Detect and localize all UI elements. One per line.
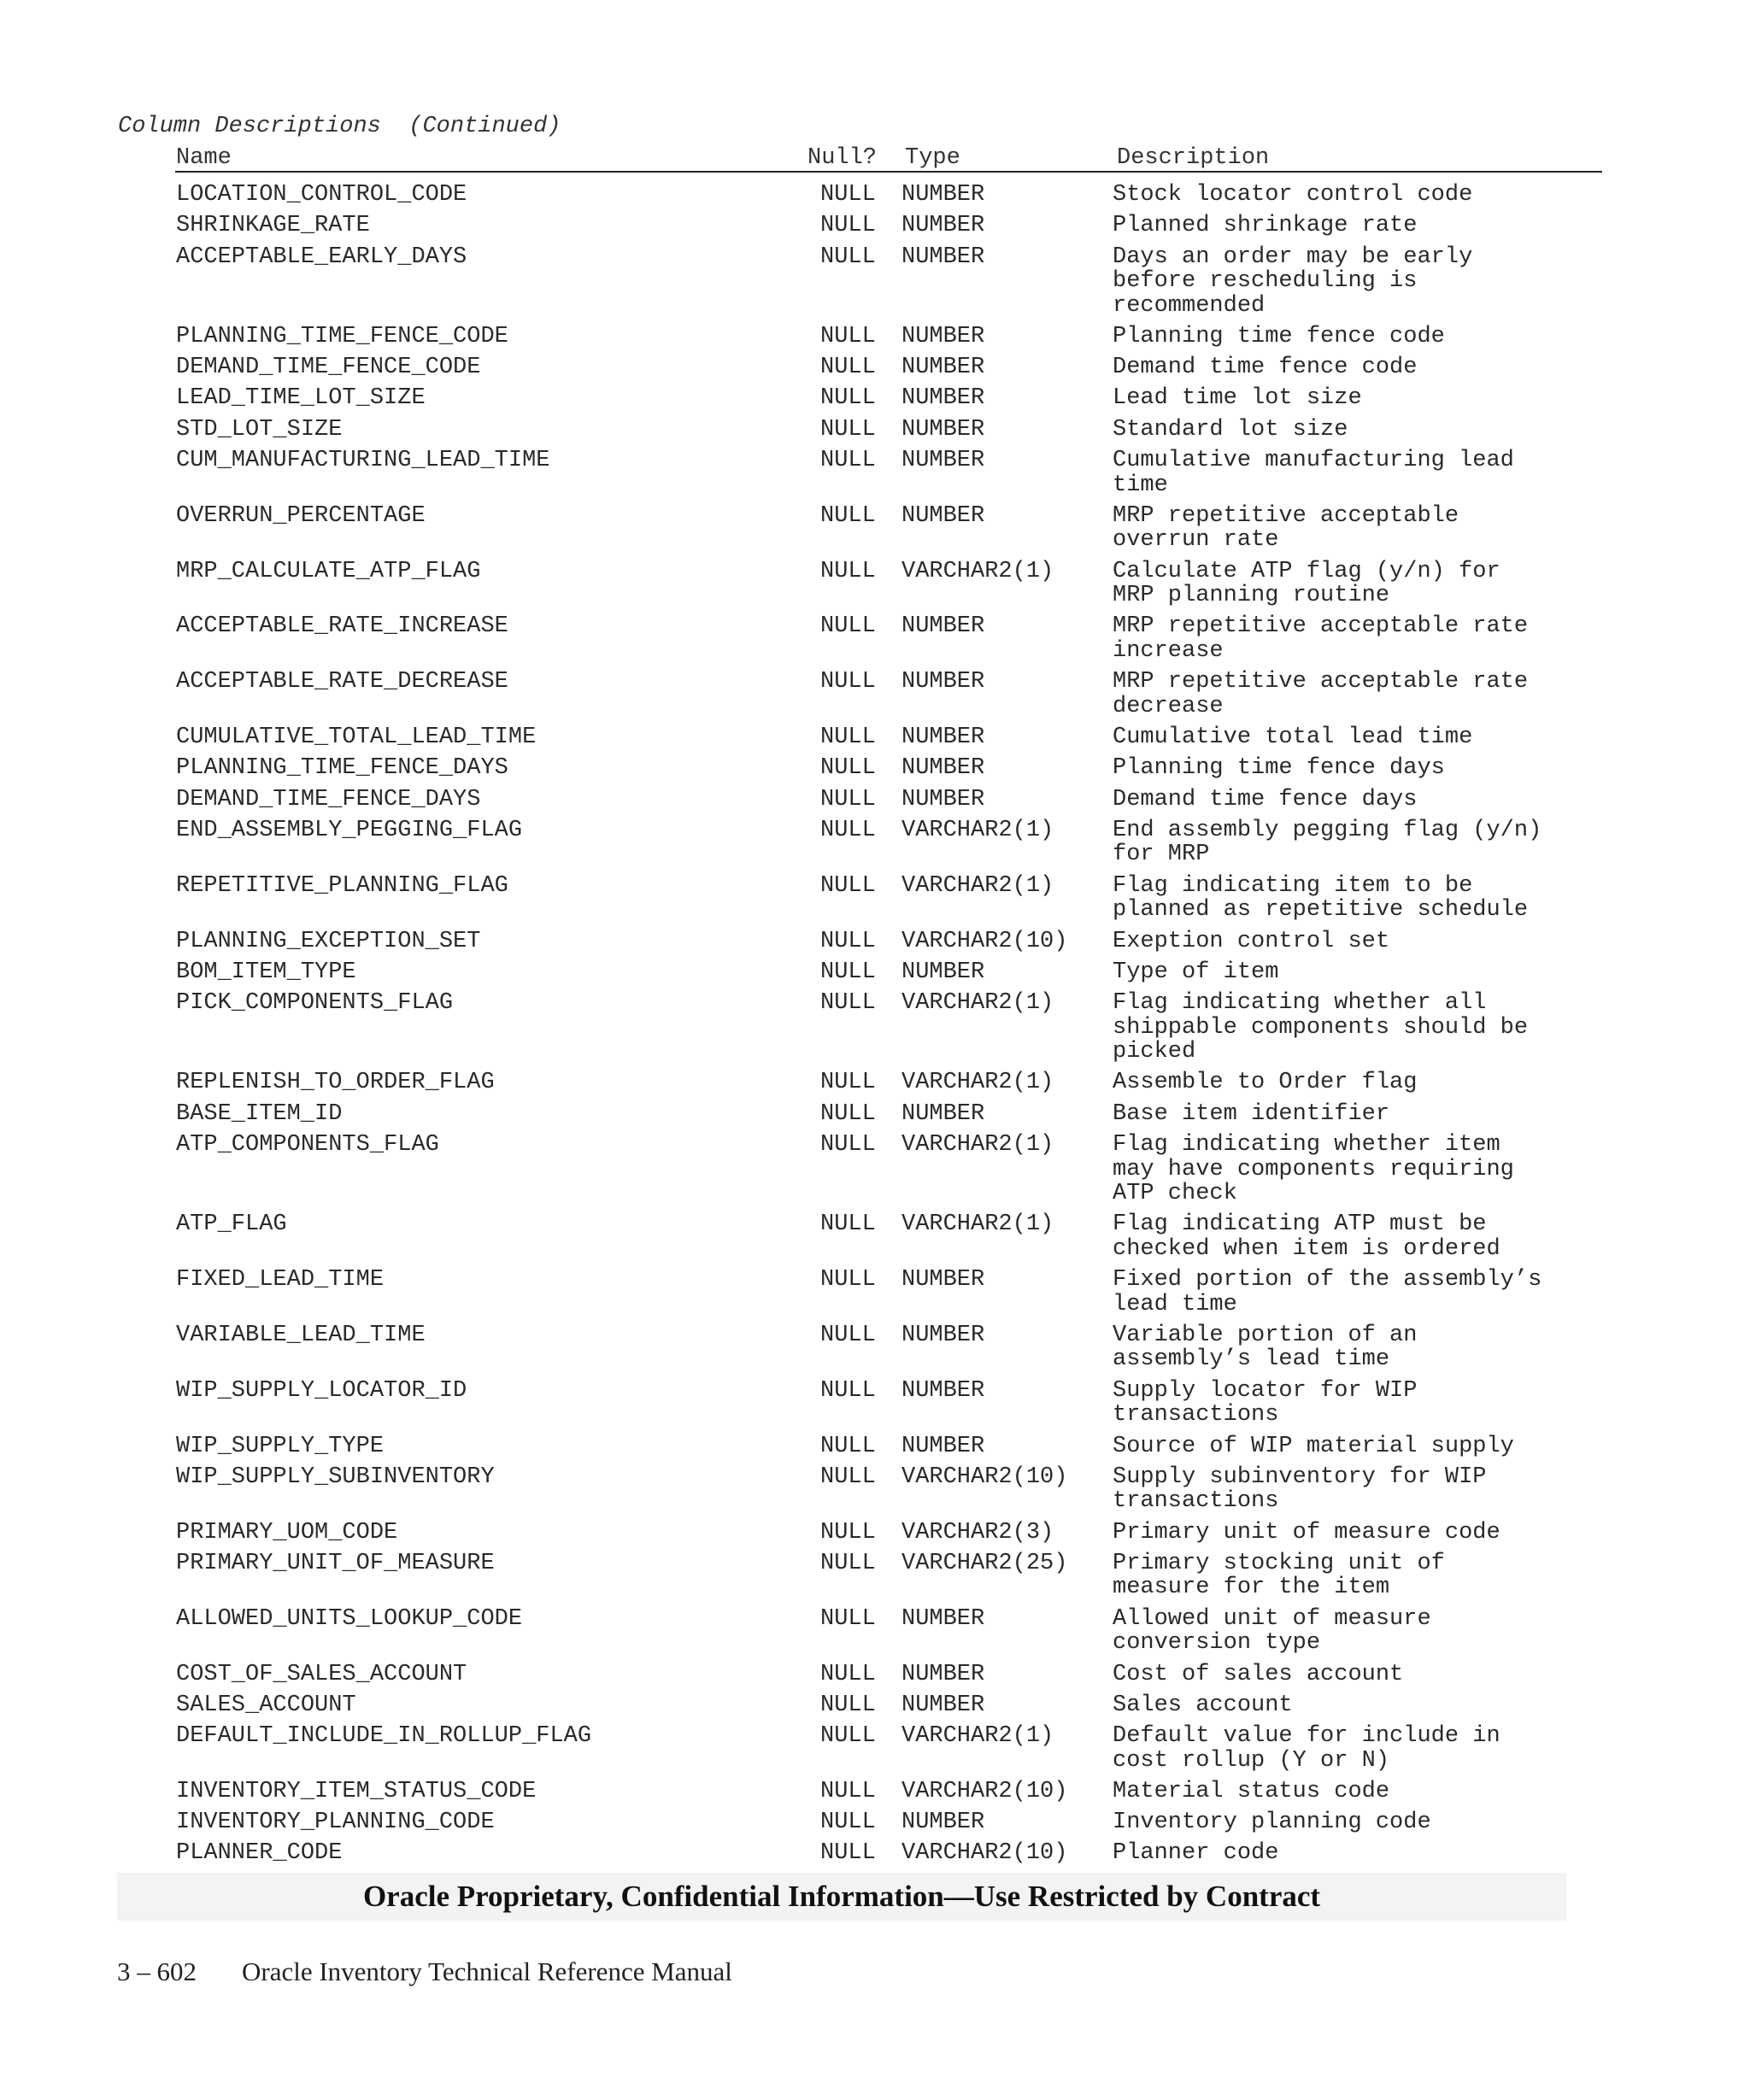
- column-name: REPLENISH_TO_ORDER_FLAG: [176, 1070, 495, 1096]
- table-row: [0, 449, 1750, 504]
- table-row: [0, 386, 1750, 417]
- column-name: WIP_SUPPLY_LOCATOR_ID: [176, 1377, 467, 1404]
- column-header-type: Type: [905, 145, 960, 171]
- column-description-line: Flag indicating whether item: [1113, 1132, 1500, 1159]
- column-description-line: lead time: [1113, 1291, 1237, 1317]
- column-null: NULL: [820, 1519, 876, 1546]
- column-name: LEAD_TIME_LOT_SIZE: [176, 385, 426, 412]
- column-type: VARCHAR2(1): [901, 1723, 1054, 1750]
- column-name: DEMAND_TIME_FENCE_DAYS: [176, 786, 481, 812]
- column-description-line: Default value for include in: [1113, 1723, 1500, 1750]
- column-description-line: Flag indicating ATP must be: [1113, 1211, 1487, 1238]
- column-description-line: End assembly pegging flag (y/n): [1113, 817, 1542, 843]
- column-type: NUMBER: [901, 385, 985, 412]
- table-row: [0, 1780, 1750, 1810]
- column-name: CUMULATIVE_TOTAL_LEAD_TIME: [176, 724, 537, 751]
- column-name: DEMAND_TIME_FENCE_CODE: [176, 355, 481, 381]
- column-name: COST_OF_SALES_ACCOUNT: [176, 1661, 467, 1687]
- column-type: VARCHAR2(1): [901, 1211, 1054, 1238]
- column-type: NUMBER: [901, 1100, 985, 1127]
- column-null: NULL: [820, 558, 876, 584]
- column-description-line: cost rollup (Y or N): [1113, 1747, 1390, 1774]
- table-row: [0, 1607, 1750, 1663]
- column-null: NULL: [820, 385, 876, 412]
- column-description-line: Fixed portion of the assembly’s: [1113, 1267, 1542, 1293]
- column-name: PRIMARY_UOM_CODE: [176, 1519, 398, 1546]
- column-description-line: Flag indicating item to be: [1113, 872, 1473, 899]
- table-row: [0, 818, 1750, 874]
- column-description-line: Planning time fence days: [1113, 755, 1445, 782]
- column-type: VARCHAR2(1): [901, 990, 1054, 1017]
- table-row: [0, 245, 1750, 325]
- column-null: NULL: [820, 1100, 876, 1127]
- table-row: [0, 1841, 1750, 1872]
- column-description-line: time: [1113, 472, 1168, 498]
- column-null: NULL: [820, 323, 876, 349]
- column-name: STD_LOT_SIZE: [176, 416, 343, 443]
- column-description-line: for MRP: [1113, 842, 1210, 868]
- column-null: NULL: [820, 1464, 876, 1490]
- column-type: VARCHAR2(10): [901, 1778, 1068, 1804]
- table-row: [0, 1268, 1750, 1323]
- column-name: REPETITIVE_PLANNING_FLAG: [176, 872, 508, 899]
- column-type: VARCHAR2(1): [901, 1132, 1054, 1159]
- column-type: NUMBER: [901, 1605, 985, 1632]
- column-description-line: Cumulative total lead time: [1113, 724, 1473, 751]
- column-description-line: MRP repetitive acceptable: [1113, 502, 1459, 529]
- table-row: [0, 1663, 1750, 1693]
- table-row: [0, 960, 1750, 991]
- column-null: NULL: [820, 1322, 876, 1348]
- column-null: NULL: [820, 213, 876, 239]
- column-description-line: measure for the item: [1113, 1575, 1390, 1601]
- column-name: DEFAULT_INCLUDE_IN_ROLLUP_FLAG: [176, 1723, 592, 1750]
- column-type: NUMBER: [901, 448, 985, 474]
- column-name: END_ASSEMBLY_PEGGING_FLAG: [176, 817, 523, 843]
- column-type: NUMBER: [901, 786, 985, 812]
- column-name: PLANNING_TIME_FENCE_DAYS: [176, 755, 508, 782]
- table-row: [0, 504, 1750, 560]
- column-type: NUMBER: [901, 1377, 985, 1404]
- column-null: NULL: [820, 669, 876, 695]
- table-row: [0, 183, 1750, 214]
- table-row: [0, 991, 1750, 1071]
- column-description-line: assembly’s lead time: [1113, 1346, 1390, 1373]
- column-description-line: Calculate ATP flag (y/n) for: [1113, 558, 1500, 584]
- column-description-line: Material status code: [1113, 1778, 1390, 1804]
- column-description-line: Assemble to Order flag: [1113, 1070, 1418, 1096]
- table-row: [0, 1724, 1750, 1780]
- table-row: [0, 725, 1750, 756]
- column-name: ALLOWED_UNITS_LOOKUP_CODE: [176, 1605, 523, 1632]
- column-name: CUM_MANUFACTURING_LEAD_TIME: [176, 448, 550, 474]
- table-row: [0, 788, 1750, 818]
- column-null: NULL: [820, 724, 876, 751]
- column-description-line: checked when item is ordered: [1113, 1235, 1500, 1262]
- column-name: BASE_ITEM_ID: [176, 1100, 343, 1127]
- section-heading: Column Descriptions (Continued): [118, 114, 561, 139]
- column-name: PICK_COMPONENTS_FLAG: [176, 990, 454, 1017]
- column-type: VARCHAR2(3): [901, 1519, 1054, 1546]
- column-name: SALES_ACCOUNT: [176, 1692, 356, 1718]
- column-type: NUMBER: [901, 323, 985, 349]
- column-type: VARCHAR2(25): [901, 1550, 1068, 1576]
- column-type: NUMBER: [901, 502, 985, 529]
- table-row: [0, 1323, 1750, 1379]
- column-null: NULL: [820, 182, 876, 208]
- column-type: NUMBER: [901, 1692, 985, 1718]
- column-null: NULL: [820, 959, 876, 985]
- column-type: VARCHAR2(10): [901, 1464, 1068, 1490]
- column-description-line: shippable components should be: [1113, 1014, 1529, 1041]
- column-null: NULL: [820, 755, 876, 782]
- column-null: NULL: [820, 1433, 876, 1459]
- column-description-line: Allowed unit of measure: [1113, 1605, 1431, 1632]
- table-row: [0, 1552, 1750, 1607]
- column-description-line: Demand time fence days: [1113, 786, 1418, 812]
- manual-title: Oracle Inventory Technical Reference Manual: [242, 1956, 732, 1986]
- column-description-line: Supply locator for WIP: [1113, 1377, 1418, 1404]
- column-description-line: Standard lot size: [1113, 416, 1348, 443]
- column-type: NUMBER: [901, 1661, 985, 1687]
- column-description-line: planned as repetitive schedule: [1113, 897, 1529, 924]
- column-description-line: Days an order may be early: [1113, 243, 1473, 270]
- column-description-line: MRP planning routine: [1113, 583, 1390, 609]
- column-description-line: transactions: [1113, 1488, 1279, 1515]
- column-name: INVENTORY_PLANNING_CODE: [176, 1810, 495, 1836]
- table-row: [0, 1379, 1750, 1434]
- column-name: ACCEPTABLE_RATE_DECREASE: [176, 669, 508, 695]
- column-description-line: overrun rate: [1113, 527, 1279, 554]
- column-description-line: Cost of sales account: [1113, 1661, 1404, 1687]
- column-description-line: MRP repetitive acceptable rate: [1113, 669, 1529, 695]
- column-type: NUMBER: [901, 1810, 985, 1836]
- table-row: [0, 670, 1750, 725]
- column-type: NUMBER: [901, 355, 985, 381]
- column-null: NULL: [820, 1692, 876, 1718]
- table-row: [0, 756, 1750, 787]
- column-type: NUMBER: [901, 1267, 985, 1293]
- column-null: NULL: [820, 243, 876, 270]
- column-name: PRIMARY_UNIT_OF_MEASURE: [176, 1550, 495, 1576]
- column-null: NULL: [820, 1550, 876, 1576]
- column-null: NULL: [820, 416, 876, 443]
- column-description-line: recommended: [1113, 292, 1266, 319]
- column-description-line: Demand time fence code: [1113, 355, 1418, 381]
- column-description-line: Source of WIP material supply: [1113, 1433, 1514, 1459]
- column-description-line: Lead time lot size: [1113, 385, 1362, 412]
- column-name: VARIABLE_LEAD_TIME: [176, 1322, 426, 1348]
- column-type: VARCHAR2(1): [901, 558, 1054, 584]
- column-type: NUMBER: [901, 613, 985, 640]
- column-type: NUMBER: [901, 182, 985, 208]
- column-null: NULL: [820, 1132, 876, 1159]
- column-null: NULL: [820, 1377, 876, 1404]
- page-number: 3 – 602: [117, 1956, 197, 1986]
- column-description-line: Planning time fence code: [1113, 323, 1445, 349]
- column-header-description: Description: [1117, 145, 1270, 171]
- column-type: NUMBER: [901, 416, 985, 443]
- table-row: [0, 1521, 1750, 1552]
- column-null: NULL: [820, 1778, 876, 1804]
- column-name: MRP_CALCULATE_ATP_FLAG: [176, 558, 481, 584]
- column-description-line: picked: [1113, 1039, 1196, 1065]
- column-type: VARCHAR2(1): [901, 1070, 1054, 1096]
- table-row: [0, 418, 1750, 449]
- column-type: NUMBER: [901, 959, 985, 985]
- column-description-line: Type of item: [1113, 959, 1279, 985]
- column-name: LOCATION_CONTROL_CODE: [176, 182, 467, 208]
- column-description-line: decrease: [1113, 693, 1224, 719]
- column-description-line: increase: [1113, 637, 1224, 664]
- column-type: VARCHAR2(1): [901, 817, 1054, 843]
- column-description-line: ATP check: [1113, 1181, 1237, 1207]
- column-type: NUMBER: [901, 243, 985, 270]
- column-null: NULL: [820, 355, 876, 381]
- column-description-line: Primary stocking unit of: [1113, 1550, 1445, 1576]
- column-description-line: Supply subinventory for WIP: [1113, 1464, 1487, 1490]
- column-name: ATP_COMPONENTS_FLAG: [176, 1132, 439, 1159]
- column-null: NULL: [820, 448, 876, 474]
- table-row: [0, 1133, 1750, 1212]
- table-row: [0, 930, 1750, 960]
- column-null: NULL: [820, 502, 876, 529]
- column-type: NUMBER: [901, 1433, 985, 1459]
- column-description-line: MRP repetitive acceptable rate: [1113, 613, 1529, 640]
- column-description-line: may have components requiring: [1113, 1156, 1514, 1182]
- table-row: [0, 1071, 1750, 1101]
- column-name: PLANNING_EXCEPTION_SET: [176, 928, 481, 954]
- column-type: NUMBER: [901, 755, 985, 782]
- column-type: VARCHAR2(10): [901, 928, 1068, 954]
- column-description-line: Planner code: [1113, 1840, 1279, 1867]
- column-description-line: Sales account: [1113, 1692, 1293, 1718]
- column-null: NULL: [820, 786, 876, 812]
- column-null: NULL: [820, 928, 876, 954]
- column-type: NUMBER: [901, 669, 985, 695]
- column-name: WIP_SUPPLY_TYPE: [176, 1433, 385, 1459]
- column-description-line: Planned shrinkage rate: [1113, 213, 1418, 239]
- column-description-line: transactions: [1113, 1402, 1279, 1428]
- column-name: WIP_SUPPLY_SUBINVENTORY: [176, 1464, 495, 1490]
- column-type: NUMBER: [901, 724, 985, 751]
- column-description-line: Variable portion of an: [1113, 1322, 1418, 1348]
- table-row: [0, 614, 1750, 670]
- column-type: VARCHAR2(1): [901, 872, 1054, 899]
- table-row: [0, 325, 1750, 355]
- column-description-line: Inventory planning code: [1113, 1810, 1431, 1836]
- column-description-line: Flag indicating whether all: [1113, 990, 1487, 1017]
- column-null: NULL: [820, 817, 876, 843]
- column-description-line: Stock locator control code: [1113, 182, 1473, 208]
- column-name: ACCEPTABLE_EARLY_DAYS: [176, 243, 467, 270]
- column-name: ATP_FLAG: [176, 1211, 287, 1238]
- table-row: [0, 1693, 1750, 1724]
- column-name: ACCEPTABLE_RATE_INCREASE: [176, 613, 508, 640]
- column-name: PLANNING_TIME_FENCE_CODE: [176, 323, 508, 349]
- column-description-line: Exeption control set: [1113, 928, 1390, 954]
- column-name: SHRINKAGE_RATE: [176, 213, 370, 239]
- column-description-line: Primary unit of measure code: [1113, 1519, 1500, 1546]
- page-footer: [117, 1956, 732, 2079]
- column-type: NUMBER: [901, 213, 985, 239]
- table-row: [0, 560, 1750, 615]
- column-name: OVERRUN_PERCENTAGE: [176, 502, 426, 529]
- column-type: VARCHAR2(10): [901, 1840, 1068, 1867]
- column-null: NULL: [820, 872, 876, 899]
- column-description-line: before rescheduling is: [1113, 268, 1418, 295]
- column-name: PLANNER_CODE: [176, 1840, 343, 1867]
- column-null: NULL: [820, 990, 876, 1017]
- table-row: [0, 1434, 1750, 1465]
- table-row: [0, 1465, 1750, 1521]
- column-null: NULL: [820, 1661, 876, 1687]
- column-null: NULL: [820, 1723, 876, 1750]
- column-null: NULL: [820, 1605, 876, 1632]
- column-header-null: Null?: [807, 145, 878, 171]
- table-row: [0, 874, 1750, 930]
- column-name: BOM_ITEM_TYPE: [176, 959, 356, 985]
- column-null: NULL: [820, 1810, 876, 1836]
- table-row: [0, 1102, 1750, 1133]
- column-header-name: Name: [176, 145, 232, 171]
- column-null: NULL: [820, 1070, 876, 1096]
- proprietary-notice: Oracle Proprietary, Confidential Information––Use Restricted by Contract: [362, 1880, 1321, 1913]
- table-row: [0, 1810, 1750, 1841]
- column-name: INVENTORY_ITEM_STATUS_CODE: [176, 1778, 537, 1804]
- table-row: [0, 214, 1750, 244]
- column-descriptions-table: [0, 183, 1750, 1873]
- proprietary-notice-band: [117, 1873, 1566, 1921]
- column-description-line: Cumulative manufacturing lead: [1113, 448, 1514, 474]
- header-divider: [175, 171, 1602, 173]
- column-null: NULL: [820, 1267, 876, 1293]
- column-name: FIXED_LEAD_TIME: [176, 1267, 385, 1293]
- table-row: [0, 355, 1750, 386]
- column-null: NULL: [820, 1840, 876, 1867]
- column-null: NULL: [820, 1211, 876, 1238]
- column-description-line: conversion type: [1113, 1630, 1321, 1657]
- column-description-line: Base item identifier: [1113, 1100, 1390, 1127]
- column-type: NUMBER: [901, 1322, 985, 1348]
- table-row: [0, 1212, 1750, 1268]
- column-null: NULL: [820, 613, 876, 640]
